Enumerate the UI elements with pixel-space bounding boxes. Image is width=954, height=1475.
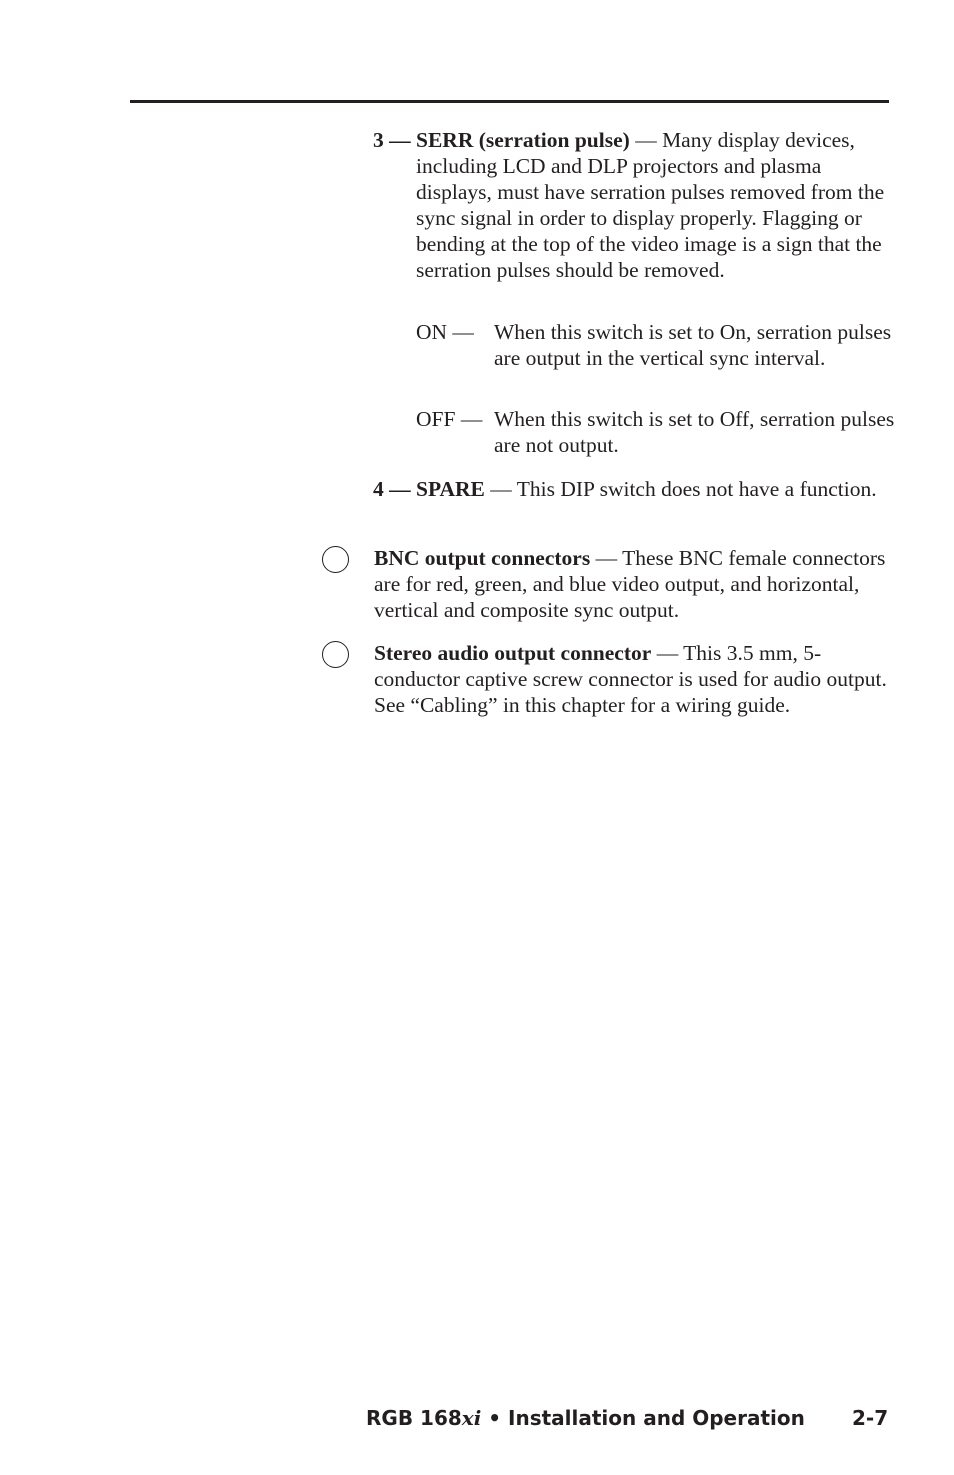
switch-4-number: 4 — [373, 477, 411, 501]
footer-doc-title: • Installation and Operation [481, 1406, 805, 1430]
switch-3-description: — Many display devices, including LCD and DLP projectors and plasma displays, must have serration pulses removed from the sync signal in order to display properly. Flagging or bending at the top of the video image is a sign that the serration pulses should be removed. [416, 128, 885, 282]
footer-title [366, 1406, 805, 1430]
footer-model: RGB 168 [366, 1406, 462, 1430]
switch-3-number: 3 — [373, 128, 411, 152]
switch-4-item [373, 476, 893, 502]
page-number: 2-7 [852, 1406, 889, 1430]
switch-3-item [373, 127, 893, 283]
bnc-connectors-item [374, 545, 894, 623]
footer-model-suffix: xi [461, 1406, 482, 1430]
off-label: OFF — [416, 407, 483, 431]
bnc-title: BNC output connectors [374, 546, 591, 570]
on-label: ON — [416, 320, 474, 344]
audio-description: — This 3.5 mm, 5-conductor captive screw connector is used for audio output. See “Cabling” in this chapter for a wiring guide. [374, 641, 887, 717]
switch-3-title: SERR (serration pulse) [416, 128, 630, 152]
on-description: When this switch is set to On, serration pulses are output in the vertical sync interval. [494, 320, 892, 370]
callout-circle-icon [322, 641, 349, 668]
callout-circle-icon [322, 546, 349, 573]
off-description: When this switch is set to Off, serration pulses are not output. [494, 407, 895, 457]
header-rule [130, 100, 889, 103]
audio-connector-item [374, 640, 894, 718]
switch-4-description: — This DIP switch does not have a function. [484, 477, 877, 501]
switch-4-title: SPARE [416, 477, 485, 501]
switch-3-on-option [416, 319, 896, 371]
bnc-description: — These BNC female connectors are for red, green, and blue video output, and horizontal, vertical and composite sync output. [374, 546, 886, 622]
switch-3-off-option [416, 406, 896, 458]
audio-title: Stereo audio output connector [374, 641, 652, 665]
